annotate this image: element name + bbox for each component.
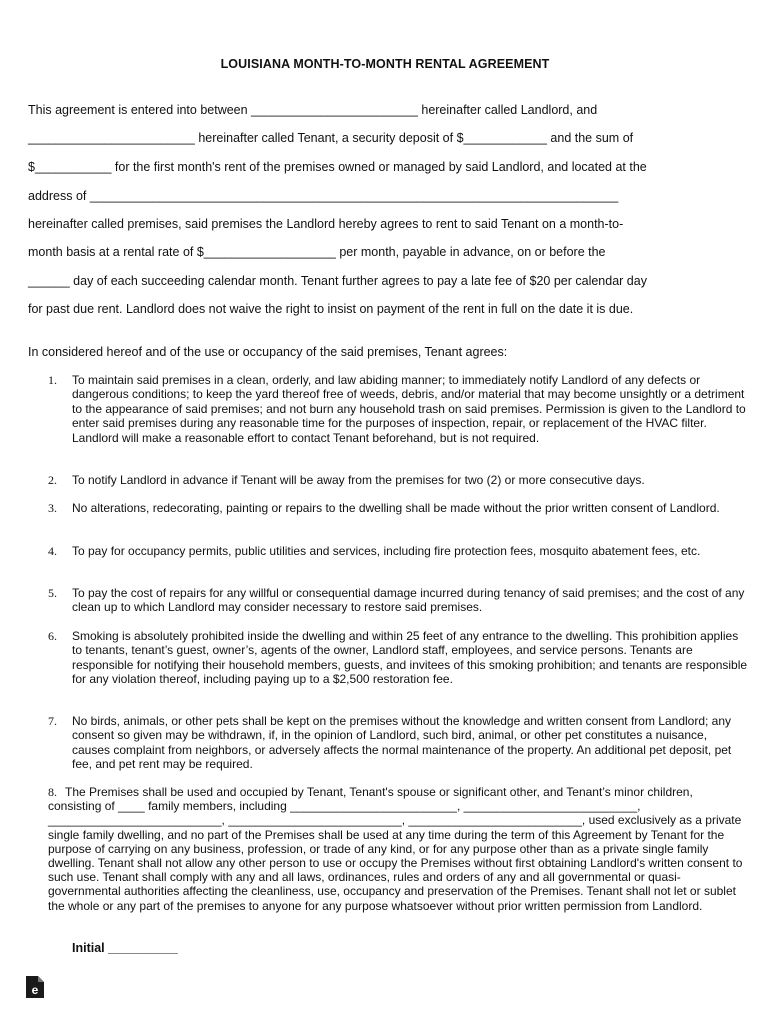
clause-number: 4. [48, 544, 57, 558]
intro-line-7: ______ day of each succeeding calendar month. Tenant further agrees to pay a late fee of $20 per calendar day [28, 274, 647, 288]
clause-text: No birds, animals, or other pets shall be kept on the premises without the knowledge and written consent from Landlord; any consent so given may be withdrawn, if, in the opinion of Landlord, such bird, animal, or other pet constitutes a nuisance, causes complaint from neighbors, or adversely affects the normal maintenance of the property. An additional pet deposit, pet fee, and pet rent may be required. [72, 714, 732, 772]
clause-text: To pay the cost of repairs for any willful or consequential damage incurred during tenancy of said premises; and the cost of any clean up to which Landlord may consider necessary to restore said premises. [72, 586, 745, 615]
clause-2 [48, 473, 748, 487]
intro-line-8: for past due rent. Landlord does not waive the right to insist on payment of the rent in full on the date it is due. [28, 302, 634, 316]
clause-4 [48, 544, 748, 558]
clause-text: To pay for occupancy permits, public utilities and services, including fire protection fees, mosquito abatement fees, etc. [72, 544, 701, 558]
agrees-line: In considered hereof and of the use or occupancy of the said premises, Tenant agrees: [28, 345, 508, 359]
intro-line-2: ________________________ hereinafter called Tenant, a security deposit of $____________ and the sum of [28, 131, 634, 145]
intro-line-4: address of ____________________________________________________________________________ [28, 189, 619, 203]
clause-number: 2. [48, 473, 57, 487]
clause-number: 5. [48, 586, 57, 600]
clause-3 [48, 501, 748, 515]
svg-text:e: e [31, 983, 39, 997]
clause-5 [48, 586, 748, 615]
eforms-logo-icon [25, 975, 45, 999]
intro-line-1: This agreement is entered into between ________________________ hereinafter called Landlord, and [28, 103, 598, 117]
clause-number: 8. [48, 785, 57, 799]
clause-number: 1. [48, 373, 57, 387]
clause-text: To notify Landlord in advance if Tenant will be away from the premises for two (2) or more consecutive days. [72, 473, 645, 487]
intro-line-6: month basis at a rental rate of $___________________ per month, payable in advance, on or before the [28, 245, 606, 259]
clause-number: 7. [48, 714, 57, 728]
clause-text: Smoking is absolutely prohibited inside the dwelling and within 25 feet of any entrance to the dwelling. This prohibition applies to tenants, tenant’s guest, owner’s, agents of the owner, Landlord staff, employees, and service persons. Tenants are responsible for notifying their household members, guests, and invitees of this smoking prohibition; and tenants are responsible for any violation thereof, including paying up to a $2,500 restoration fee. [72, 629, 748, 687]
clause-7 [48, 714, 748, 772]
clause-text: The Premises shall be used and occupied by Tenant, Tenant's spouse or significant other, and Tenant’s minor children, consisting of ____ family members, including _________________________, __________________________, __________________________, __________________________, __________________________, used exclusively as a private single family dwelling, and no part of the Premises shall be used at any time during the term of this Agreement by Tenant for the purpose of carrying on any business, profession, or trade of any kind, or for any purpose other than as a private single family dwelling. Tenant shall not allow any other person to use or occupy the Premises without first obtaining Landlord's written consent to such use. Tenant shall comply with any and all laws, ordinances, rules and orders of any and all governmental or quasi-governmental authorities affecting the cleanliness, use, occupancy and preservation of the Premises. Tenant shall not let or sublet the whole or any part of the premises to anyone for any purpose whatsoever without prior written permission from Landlord. [48, 785, 743, 913]
clause-6 [48, 629, 748, 687]
intro-line-5: hereinafter called premises, said premises the Landlord hereby agrees to rent to said Tenant on a month-to- [28, 217, 624, 231]
initial-blank[interactable]: __________ [108, 941, 178, 955]
intro-line-3: $___________ for the first month's rent of the premises owned or managed by said Landlord, and located at the [28, 160, 647, 174]
clause-number: 3. [48, 501, 57, 515]
clause-text: To maintain said premises in a clean, orderly, and law abiding manner; to immediately notify Landlord of any defects or dangerous conditions; to keep the yard thereof free of weeds, debris, and/or material that may become unsightly or a detriment to the appearance of said premises; and not burn any household trash on said premises. Permission is given to the Landlord to enter said premises during any reasonable time for the purposes of inspection, repair, or replacement of the HVAC filter. Landlord will make a reasonable effort to contact Tenant beforehand, but is not required. [72, 373, 746, 445]
page-title: LOUISIANA MONTH-TO-MONTH RENTAL AGREEMENT [220, 57, 550, 71]
clause-number: 6. [48, 629, 57, 643]
clause-8 [48, 785, 746, 913]
initial-field [72, 941, 178, 955]
initial-label: Initial [72, 941, 105, 955]
clause-text: No alterations, redecorating, painting or repairs to the dwelling shall be made without the prior written consent of Landlord. [72, 501, 720, 515]
clause-1 [48, 373, 748, 445]
